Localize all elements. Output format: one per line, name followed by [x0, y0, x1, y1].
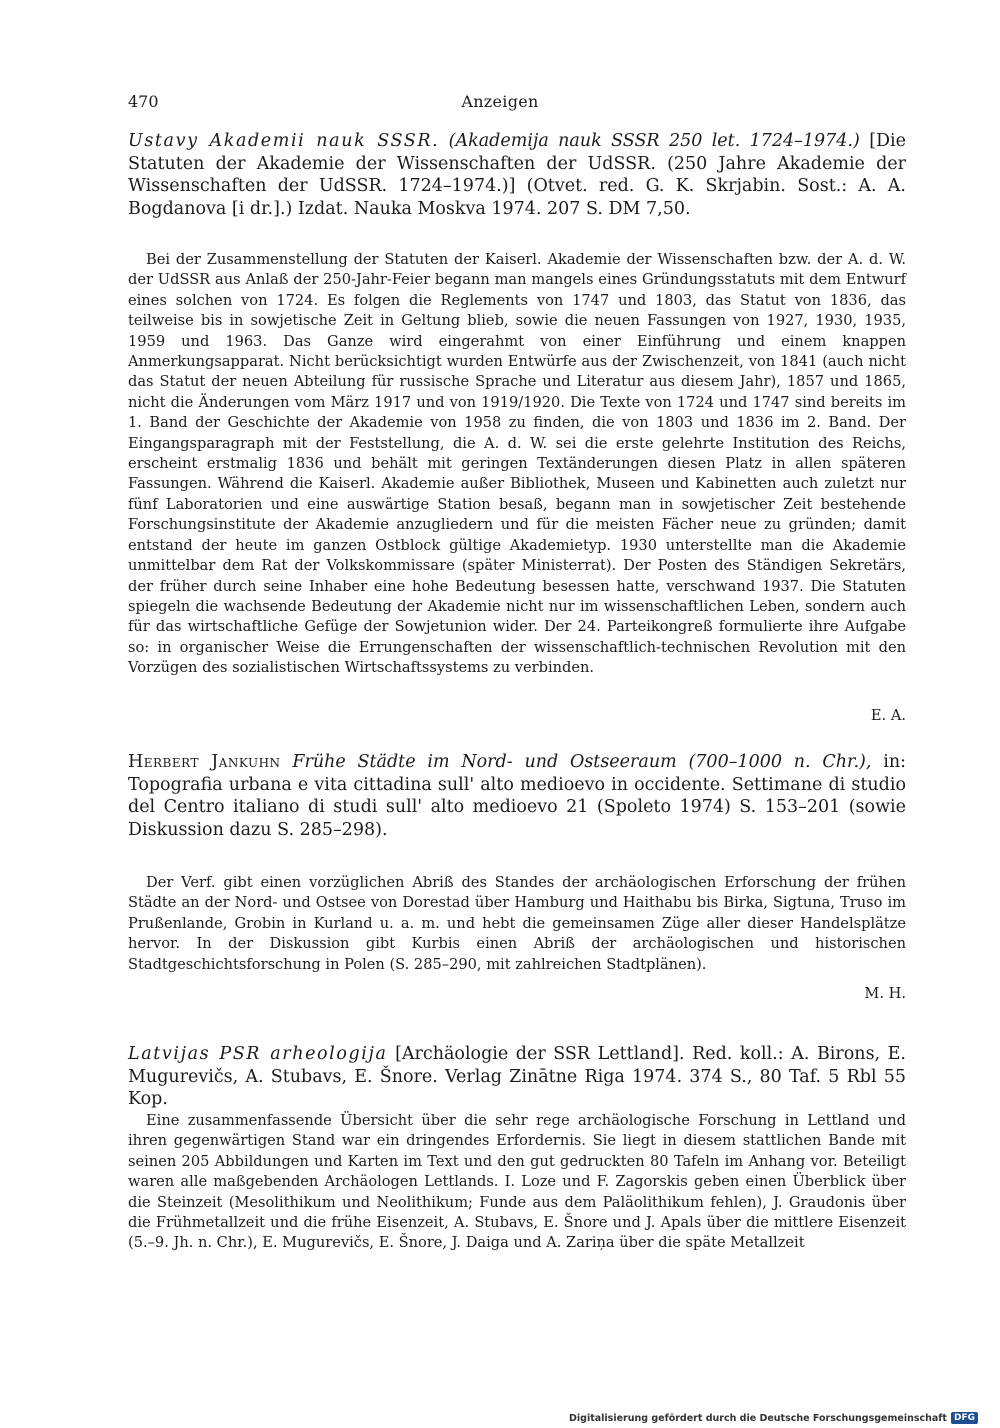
entry-heading	[128, 751, 906, 841]
entry-author: Herbert Jankuhn	[128, 752, 281, 772]
entry-bibliographic: [Die Statuten der Akademie der Wissenschaften der UdSSR. (250 Jahre Akademie der Wissenschaften der UdSSR. 1724–1974.)] (Otvet. red. G. K. Skrjabin. Sost.: A. A. Bogdanova [i dr.].) Izdat. Nauka Moskva 1974. 207 S. DM 7,50.	[128, 131, 907, 219]
entry-heading	[128, 130, 906, 220]
entry-heading	[128, 1043, 906, 1111]
reviewer-initials: M. H.	[864, 985, 906, 1002]
entry-subtitle: (Akademija nauk SSSR 250 let. 1724–1974.)	[439, 131, 860, 151]
reviewer-initials: E. A.	[870, 707, 906, 724]
entry-bibliographic: [Archäologie der SSR Lettland]. Red. koll.: A. Birons, E. Mugurevičs, A. Stubavs, E. Šnore. Verlag Zinātne Riga 1974. 374 S., 80 Taf. 5 Rbl 55 Kop.	[128, 1044, 906, 1109]
digitization-footer	[569, 1412, 978, 1424]
entry-bibliographic: in: Topografia urbana e vita cittadina sull' alto medioevo in occidente. Settimane di studio del Centro italiano di studi sull' alto medioevo 21 (Spoleto 1974) S. 153–201 (sowie Diskussion dazu S. 285–298).	[128, 752, 907, 840]
running-title: Anzeigen	[461, 92, 539, 111]
entry-title: Ustavy Akademii nauk SSSR.	[128, 131, 440, 151]
entry-body: Der Verf. gibt einen vorzüglichen Abriß des Standes der archäologischen Erforschung der frühen Städte an der Nord- und Ostsee von Dorestad über Hamburg und Haithabu bis Birka, Sigtuna, Truso im Prußenlande, Grobin in Kurland u. a. m. und hebt die gemeinsamen Züge aller dieser Handelsplätze hervor. In der Diskussion gibt Kurbis einen Abriß der archäologischen und historischen Stadtgeschichtsforschung in Polen (S. 285–290, mit zahlreichen Stadtplänen).	[128, 874, 906, 973]
entry-body: Bei der Zusammenstellung der Statuten der Kaiserl. Akademie der Wissenschaften bzw. der A. d. W. der UdSSR aus Anlaß der 250-Jahr-Feier begann man mangels eines Gründungsstatuts mit dem Entwurf eines solchen von 1724. Es folgen die Reglements von 1747 und 1803, das Statut von 1836, das teilweise bis in sowjetische Zeit in Geltung blieb, sowie die neuen Fassungen von 1927, 1930, 1935, 1959 und 1963. Das Ganze wird eingerahmt von einer Einführung und einem knappen Anmerkungsapparat. Nicht berücksichtigt wurden Entwürfe aus der Zwischenzeit, von 1841 (auch nicht das Statut der neuen Abteilung für russische Sprache und Literatur aus diesem Jahr), 1857 und 1865, nicht die Änderungen vom März 1917 und von 1919/1920. Die Texte von 1724 und 1747 sind bereits im 1. Band der Geschichte der Akademie von 1958 zu finden, die von 1803 und 1836 im 2. Band. Der Eingangsparagraph mit der Feststellung, die A. d. W. sei die erste gelehrte Institution des Reichs, erscheint erstmalig 1836 und behält mit geringen Textänderungen diesen Platz in allen späteren Fassungen. Während die Kaiserl. Akademie außer Bibliothek, Museen und Kabinetten auch zuletzt nur fünf Laboratorien und eine auswärtige Station besaß, begann man in sowjetischer Zeit bestehende Forschungsinstitute der Akademie anzugliedern und für die meisten Fächer neue zu gründen; damit entstand der heute im ganzen Ostblock gültige Akademietyp. 1930 unterstellte man die Akademie unmittelbar dem Rat der Volkskommissare (später Ministerrat). Der Posten des Ständigen Sekretärs, der früher durch seine Inhaber eine hohe Bedeutung besessen hatte, verschwand 1937. Die Statuten spiegeln die wachsende Bedeutung der Akademie nicht nur im wissenschaftlichen Leben, sondern auch für das wirtschaftliche Gefüge der Sowjetunion wider. Der 24. Parteikongreß formulierte ihre Aufgabe so: in organischer Weise die Errungenschaften der wissenschaftlich-technischen Revolution mit den Vorzügen des sozialistischen Wirtschaftssystems zu verbinden.	[128, 251, 906, 677]
funding-note: Digitalisierung gefördert durch die Deutsche Forschungsgemeinschaft	[569, 1412, 947, 1424]
page-number: 470	[128, 92, 159, 111]
entry-body: Eine zusammenfassende Übersicht über die sehr rege archäologische Forschung in Lettland und ihren gegenwärtigen Stand war ein dringendes Erfordernis. Sie liegt in diesem stattlichen Bande mit seinen 205 Abbildungen und Karten im Text und den gut gedruckten 80 Tafeln im Anhang vor. Beteiligt waren alle maßgebenden Archäologen Lettlands. I. Loze und F. Zagorskis geben einen Überblick über die Steinzeit (Mesolithikum und Neolithikum; Funde aus dem Paläolithikum fehlen), J. Graudonis über die Frühmetallzeit und die frühe Eisenzeit, A. Stubavs, E. Šnore und J. Apals über die mittlere Eisenzeit (5.–9. Jh. n. Chr.), E. Mugurevičs, E. Šnore, J. Daiga und A. Zariņa über die späte Metallzeit	[128, 1112, 906, 1252]
dfg-logo: DFG	[951, 1412, 978, 1424]
entry-title: Latvijas PSR arheologija	[128, 1044, 388, 1064]
entry-title: Frühe Städte im Nord- und Ostseeraum (700–1000 n. Chr.),	[280, 752, 872, 772]
